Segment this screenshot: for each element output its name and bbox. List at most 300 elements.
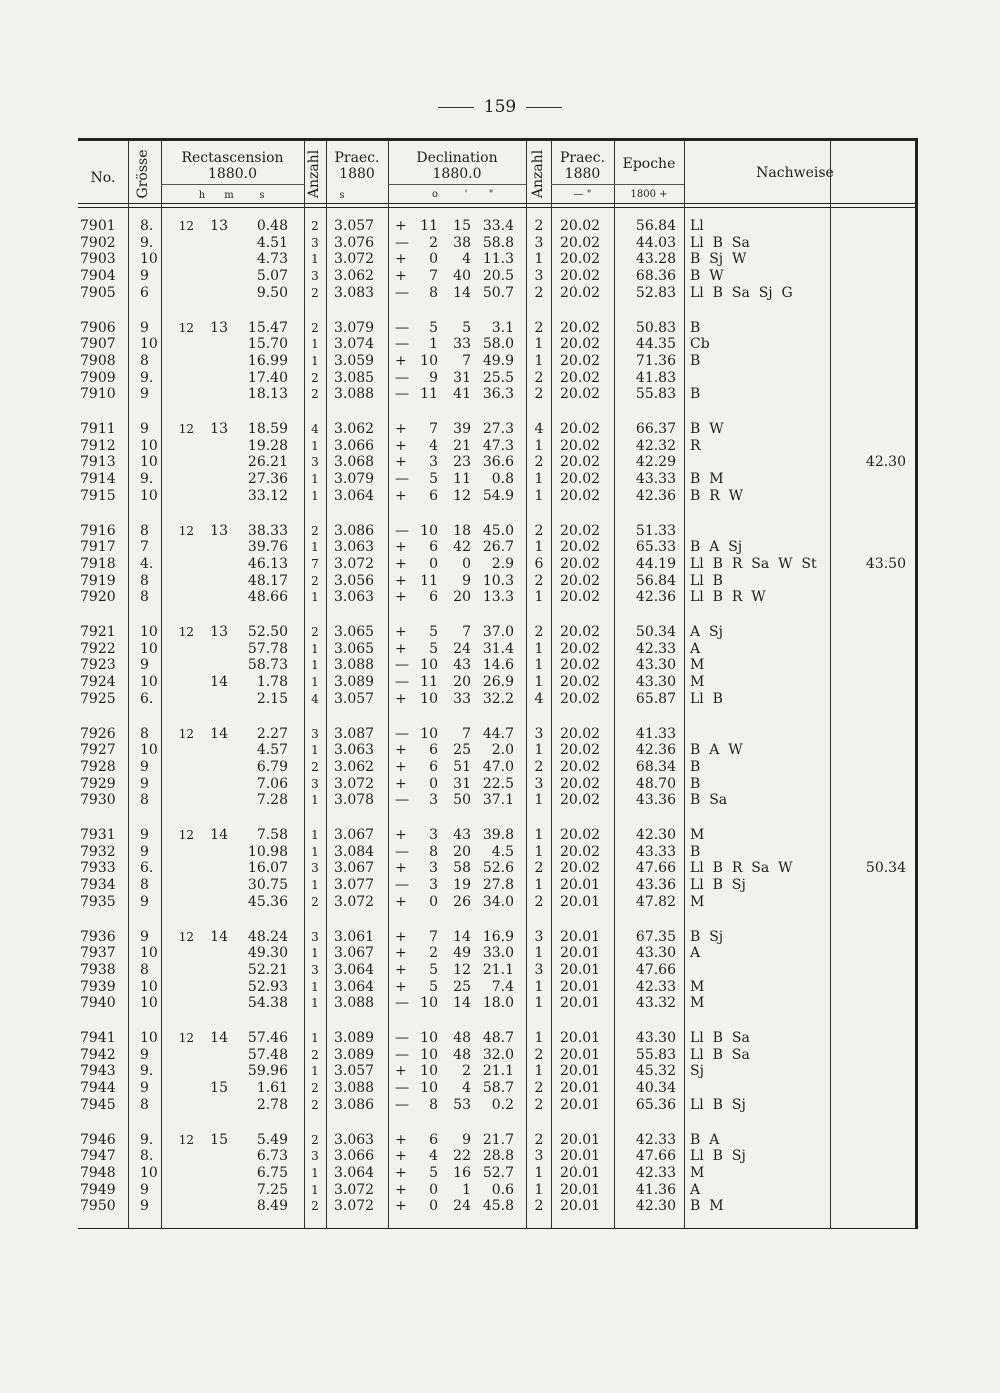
cell-groesse: 10: [140, 336, 158, 353]
cell-decl-min: 25: [453, 978, 471, 995]
table-row: [0, 792, 1000, 809]
table-row: [0, 1198, 1000, 1215]
cell-groesse: 10: [140, 487, 158, 504]
cell-no: 7903: [80, 251, 116, 268]
cell-decl-min: 33: [453, 336, 471, 353]
cell-decl-sign: +: [395, 928, 407, 945]
cell-no: 7929: [80, 775, 116, 792]
cell-epoche: 43.36: [635, 877, 676, 894]
cell-decl-min: 41: [453, 386, 471, 403]
cell-decl-sec: 22.5: [482, 775, 514, 792]
cell-praec-2: 20.02: [560, 827, 601, 843]
cell-decl-min: 5: [462, 319, 471, 336]
cell-decl-sign: +: [395, 690, 407, 707]
cell-groesse: 9: [140, 843, 149, 860]
cell-anzahl-2: 1: [534, 487, 544, 504]
cell-extra: 43.50: [865, 555, 906, 572]
cell-decl-min: 24: [453, 640, 471, 657]
cell-praec-2: 20.01: [560, 1080, 601, 1097]
cell-nachweise: B W: [690, 421, 724, 437]
cell-anzahl-1: 3: [311, 1149, 319, 1164]
cell-decl-sign: +: [395, 589, 407, 606]
cell-groesse: 8: [140, 572, 149, 589]
cell-groesse: 8: [140, 725, 149, 742]
table-row: [0, 1080, 1000, 1097]
cell-nachweise: Ll B: [690, 690, 723, 707]
cell-anzahl-2: 2: [534, 284, 544, 301]
cell-decl-min: 11: [453, 471, 471, 488]
cell-ra-s: 59.96: [247, 1063, 288, 1080]
cell-ra-s: 57.78: [247, 640, 288, 657]
cell-anzahl-2: 1: [534, 437, 544, 454]
cell-praec-2: 20.01: [560, 978, 601, 995]
cell-anzahl-1: 2: [311, 1097, 319, 1112]
cell-ra-h: 12: [178, 726, 194, 741]
cell-ra-s: 6.79: [256, 758, 288, 775]
cell-ra-s: 1.78: [256, 674, 288, 691]
cell-decl-deg: 5: [429, 624, 438, 640]
cell-decl-sec: 14.6: [482, 657, 514, 674]
cell-decl-deg: 2: [429, 945, 438, 962]
cell-no: 7923: [80, 657, 116, 674]
cell-praec-1: 3.078: [334, 792, 375, 809]
cell-praec-1: 3.088: [334, 386, 375, 403]
cell-decl-deg: 7: [429, 421, 438, 437]
cell-anzahl-2: 2: [534, 522, 544, 539]
cell-nachweise: Ll B R Sa W: [690, 860, 793, 877]
cell-anzahl-2: 1: [534, 640, 544, 657]
table-row: [0, 1047, 1000, 1064]
table-row: [0, 742, 1000, 759]
cell-decl-sign: +: [395, 572, 407, 589]
cell-anzahl-1: 2: [311, 1081, 319, 1096]
cell-decl-min: 23: [453, 454, 471, 471]
cell-decl-deg: 10: [420, 522, 438, 539]
cell-anzahl-1: 3: [311, 235, 319, 250]
epoche-subheader-line: [614, 184, 684, 185]
cell-nachweise: Ll B Sa Sj G: [690, 284, 793, 301]
cell-ra-s: 33.12: [247, 487, 288, 504]
cell-anzahl-1: 7: [311, 556, 319, 571]
cell-anzahl-1: 1: [311, 743, 319, 758]
cell-anzahl-2: 3: [534, 775, 544, 792]
header-anzahl-2: Anzahl: [530, 149, 546, 199]
cell-no: 7939: [80, 978, 116, 995]
cell-epoche: 44.35: [635, 336, 676, 353]
cell-no: 7919: [80, 572, 116, 589]
cell-nachweise: B R W: [690, 487, 744, 504]
cell-anzahl-2: 6: [534, 555, 544, 572]
table-row: [0, 320, 1000, 337]
cell-ra-s: 26.21: [247, 454, 288, 471]
cell-ra-s: 4.73: [256, 251, 288, 268]
cell-nachweise: B: [690, 352, 701, 369]
cell-decl-sign: +: [395, 1063, 407, 1080]
header-decl-min: ': [464, 189, 468, 200]
cell-no: 7902: [80, 234, 116, 251]
cell-decl-deg: 6: [429, 758, 438, 775]
cell-ra-s: 54.38: [247, 995, 288, 1012]
cell-anzahl-2: 3: [534, 928, 544, 945]
cell-praec-2: 20.01: [560, 1164, 601, 1181]
cell-decl-deg: 6: [429, 539, 438, 556]
cell-decl-deg: 5: [429, 961, 438, 978]
cell-epoche: 66.37: [635, 421, 676, 437]
cell-anzahl-2: 3: [534, 268, 544, 285]
cell-groesse: 9.: [140, 1063, 154, 1080]
cell-decl-sign: +: [395, 352, 407, 369]
cell-decl-sec: 36.3: [482, 386, 514, 403]
cell-decl-deg: 5: [429, 319, 438, 336]
cell-groesse: 9: [140, 386, 149, 403]
cell-epoche: 42.30: [635, 827, 676, 843]
cell-anzahl-1: 1: [311, 1165, 319, 1180]
cell-praec-2: 20.01: [560, 961, 601, 978]
cell-ra-m: 14: [210, 928, 228, 945]
cell-nachweise: A: [690, 1181, 701, 1198]
cell-nachweise: B M: [690, 471, 724, 488]
cell-anzahl-1: 1: [311, 844, 319, 859]
cell-decl-min: 12: [453, 961, 471, 978]
cell-praec-2: 20.02: [560, 690, 601, 707]
cell-anzahl-1: 1: [311, 472, 319, 487]
cell-nachweise: Sj: [690, 1063, 704, 1080]
cell-anzahl-1: 3: [311, 455, 319, 470]
cell-praec-1: 3.072: [334, 251, 375, 268]
cell-decl-deg: 7: [429, 928, 438, 945]
cell-anzahl-2: 1: [534, 1030, 544, 1046]
cell-ra-s: 2.15: [256, 690, 288, 707]
table-row: [0, 827, 1000, 844]
table-row: [0, 979, 1000, 996]
header-groesse: Grösse: [135, 149, 151, 199]
cell-decl-sign: —: [395, 1096, 409, 1113]
cell-nachweise: Ll B Sa: [690, 1046, 750, 1063]
cell-praec-2: 20.02: [560, 792, 601, 809]
cell-decl-sec: 34.0: [482, 893, 514, 910]
cell-praec-2: 20.02: [560, 218, 601, 234]
cell-no: 7920: [80, 589, 116, 606]
table-row: [0, 1097, 1000, 1114]
cell-groesse: 9: [140, 319, 149, 336]
cell-ra-m: 14: [210, 827, 228, 843]
cell-no: 7907: [80, 336, 116, 353]
header-praec-2-year: 1880: [564, 166, 601, 182]
cell-decl-deg: 6: [429, 742, 438, 759]
cell-praec-1: 3.056: [334, 572, 375, 589]
cell-groesse: 6.: [140, 690, 154, 707]
cell-praec-2: 20.02: [560, 640, 601, 657]
cell-decl-deg: 10: [420, 1046, 438, 1063]
cell-groesse: 8: [140, 352, 149, 369]
cell-ra-h: 12: [178, 320, 194, 335]
cell-groesse: 8: [140, 961, 149, 978]
cell-no: 7901: [80, 218, 116, 234]
cell-nachweise: Ll B Sa: [690, 234, 750, 251]
cell-decl-deg: 10: [420, 657, 438, 674]
table-row: [0, 268, 1000, 285]
cell-decl-sec: 37.1: [482, 792, 514, 809]
cell-ra-m: 13: [210, 218, 228, 234]
cell-anzahl-2: 2: [534, 369, 544, 386]
cell-praec-2: 20.02: [560, 725, 601, 742]
cell-decl-sec: 13.3: [482, 589, 514, 606]
decl-subheader-line: [388, 184, 526, 185]
cell-decl-sec: 21.1: [482, 961, 514, 978]
cell-anzahl-1: 1: [311, 793, 319, 808]
cell-praec-1: 3.068: [334, 454, 375, 471]
cell-nachweise: B A: [690, 1131, 720, 1148]
cell-epoche: 47.66: [635, 1148, 676, 1165]
page-number-dash-left: [438, 107, 474, 108]
cell-praec-1: 3.084: [334, 843, 375, 860]
cell-ra-s: 19.28: [247, 437, 288, 454]
cell-ra-s: 52.93: [247, 978, 288, 995]
cell-decl-deg: 3: [429, 792, 438, 809]
cell-groesse: 10: [140, 437, 158, 454]
cell-no: 7949: [80, 1181, 116, 1198]
cell-no: 7947: [80, 1148, 116, 1165]
cell-groesse: 7: [140, 539, 149, 556]
cell-praec-1: 3.083: [334, 284, 375, 301]
cell-ra-m: 13: [210, 522, 228, 539]
cell-decl-sign: —: [395, 657, 409, 674]
cell-epoche: 41.33: [635, 725, 676, 742]
table-row: [0, 945, 1000, 962]
cell-nachweise: Ll B R Sa W St: [690, 555, 817, 572]
cell-nachweise: M: [690, 978, 705, 995]
cell-ra-s: 2.27: [256, 725, 288, 742]
cell-decl-deg: 0: [429, 775, 438, 792]
cell-anzahl-1: 3: [311, 861, 319, 876]
cell-ra-h: 12: [178, 523, 194, 538]
cell-ra-s: 27.36: [247, 471, 288, 488]
cell-anzahl-1: 1: [311, 675, 319, 690]
cell-praec-1: 3.072: [334, 1181, 375, 1198]
table-row: [0, 421, 1000, 438]
cell-ra-s: 0.48: [256, 218, 288, 234]
cell-no: 7912: [80, 437, 116, 454]
cell-anzahl-2: 1: [534, 1181, 544, 1198]
table-row: [0, 962, 1000, 979]
cell-groesse: 10: [140, 624, 158, 640]
cell-anzahl-2: 1: [534, 792, 544, 809]
cell-praec-2: 20.02: [560, 555, 601, 572]
cell-no: 7931: [80, 827, 116, 843]
cell-decl-sec: 32.0: [482, 1046, 514, 1063]
cell-epoche: 40.34: [635, 1080, 676, 1097]
cell-nachweise: M: [690, 995, 705, 1012]
cell-decl-deg: 0: [429, 251, 438, 268]
cell-ra-s: 16.07: [247, 860, 288, 877]
cell-praec-2: 20.02: [560, 284, 601, 301]
cell-nachweise: Ll: [690, 218, 704, 234]
cell-praec-1: 3.057: [334, 1063, 375, 1080]
cell-praec-1: 3.063: [334, 589, 375, 606]
cell-anzahl-1: 4: [311, 422, 319, 436]
cell-ra-m: 15: [210, 1080, 228, 1097]
header-rule-1: [78, 203, 918, 204]
cell-epoche: 45.32: [635, 1063, 676, 1080]
table-row: [0, 251, 1000, 268]
cell-praec-2: 20.01: [560, 928, 601, 945]
cell-ra-h: 12: [178, 929, 194, 944]
cell-decl-deg: 11: [420, 572, 438, 589]
cell-nachweise: Ll B Sj: [690, 1096, 746, 1113]
cell-anzahl-2: 2: [534, 1198, 544, 1215]
cell-decl-sec: 10.3: [482, 572, 514, 589]
cell-epoche: 41.83: [635, 369, 676, 386]
cell-praec-2: 20.02: [560, 268, 601, 285]
header-praec-1-year: 1880: [339, 166, 375, 182]
cell-nachweise: M: [690, 827, 705, 843]
cell-decl-sign: —: [395, 336, 409, 353]
cell-extra: 42.30: [865, 454, 906, 471]
table-row: [0, 1165, 1000, 1182]
cell-praec-1: 3.067: [334, 827, 375, 843]
cell-no: 7933: [80, 860, 116, 877]
cell-anzahl-2: 2: [534, 218, 544, 234]
cell-nachweise: M: [690, 674, 705, 691]
cell-anzahl-1: 1: [311, 252, 319, 267]
cell-nachweise: Cb: [690, 336, 710, 353]
header-praec-1-unit: s: [339, 190, 345, 201]
table-row: [0, 759, 1000, 776]
cell-ra-s: 49.30: [247, 945, 288, 962]
cell-anzahl-1: 2: [311, 387, 319, 402]
cell-ra-s: 15.47: [247, 319, 288, 336]
cell-no: 7905: [80, 284, 116, 301]
cell-praec-2: 20.02: [560, 775, 601, 792]
cell-ra-m: 13: [210, 624, 228, 640]
cell-ra-s: 4.51: [256, 234, 288, 251]
cell-decl-sec: 2.9: [491, 555, 514, 572]
cell-decl-sign: —: [395, 386, 409, 403]
cell-decl-sign: +: [395, 1164, 407, 1181]
cell-decl-sign: +: [395, 961, 407, 978]
cell-praec-1: 3.079: [334, 471, 375, 488]
page-number-dash-right: [526, 107, 562, 108]
header-rect-epoch: 1880.0: [208, 166, 257, 182]
cell-decl-min: 40: [453, 268, 471, 285]
cell-decl-min: 1: [462, 1181, 471, 1198]
cell-anzahl-2: 3: [534, 1148, 544, 1165]
cell-groesse: 8: [140, 522, 149, 539]
table-top-rule: [78, 138, 918, 141]
cell-ra-s: 5.49: [256, 1131, 288, 1148]
table-row: [0, 218, 1000, 235]
cell-decl-sec: 27.3: [482, 421, 514, 437]
cell-praec-2: 20.01: [560, 1030, 601, 1046]
cell-praec-1: 3.064: [334, 961, 375, 978]
cell-decl-min: 33: [453, 690, 471, 707]
cell-decl-deg: 0: [429, 555, 438, 572]
table-row: [0, 539, 1000, 556]
cell-anzahl-1: 1: [311, 590, 319, 605]
cell-no: 7942: [80, 1046, 116, 1063]
cell-anzahl-2: 1: [534, 742, 544, 759]
cell-anzahl-1: 2: [311, 320, 319, 335]
cell-decl-min: 9: [462, 1131, 471, 1148]
cell-praec-1: 3.088: [334, 657, 375, 674]
cell-decl-deg: 0: [429, 1181, 438, 1198]
cell-praec-1: 3.072: [334, 775, 375, 792]
cell-nachweise: Ll B Sj: [690, 1148, 746, 1165]
cell-decl-sec: 27.8: [482, 877, 514, 894]
cell-decl-deg: 10: [420, 995, 438, 1012]
cell-groesse: 10: [140, 674, 158, 691]
cell-decl-min: 20: [453, 589, 471, 606]
cell-praec-2: 20.02: [560, 234, 601, 251]
cell-ra-s: 18.59: [247, 421, 288, 437]
cell-decl-sign: +: [395, 555, 407, 572]
cell-decl-min: 21: [453, 437, 471, 454]
cell-no: 7927: [80, 742, 116, 759]
cell-groesse: 10: [140, 640, 158, 657]
cell-epoche: 51.33: [635, 522, 676, 539]
cell-decl-sign: +: [395, 218, 407, 234]
cell-ra-s: 8.49: [256, 1198, 288, 1215]
cell-anzahl-1: 1: [311, 1031, 319, 1045]
cell-praec-1: 3.085: [334, 369, 375, 386]
cell-praec-2: 20.02: [560, 369, 601, 386]
cell-praec-2: 20.02: [560, 742, 601, 759]
cell-ra-s: 6.73: [256, 1148, 288, 1165]
table-row: [0, 370, 1000, 387]
cell-decl-min: 43: [453, 657, 471, 674]
cell-anzahl-1: 2: [311, 759, 319, 774]
cell-groesse: 9: [140, 893, 149, 910]
cell-decl-sign: —: [395, 1030, 409, 1046]
cell-praec-2: 20.02: [560, 386, 601, 403]
cell-decl-sec: 52.7: [482, 1164, 514, 1181]
cell-no: 7909: [80, 369, 116, 386]
table-row: [0, 860, 1000, 877]
header-rule-2: [78, 207, 918, 208]
cell-decl-sign: —: [395, 1046, 409, 1063]
cell-groesse: 9.: [140, 1131, 154, 1148]
cell-anzahl-2: 1: [534, 251, 544, 268]
cell-decl-sign: +: [395, 893, 407, 910]
cell-epoche: 42.29: [635, 454, 676, 471]
cell-anzahl-2: 2: [534, 1131, 544, 1148]
cell-nachweise: B: [690, 843, 701, 860]
cell-ra-s: 52.50: [247, 624, 288, 640]
cell-decl-deg: 5: [429, 1164, 438, 1181]
cell-decl-sign: +: [395, 421, 407, 437]
cell-decl-deg: 2: [429, 234, 438, 251]
cell-praec-2: 20.01: [560, 893, 601, 910]
table-row: [0, 1148, 1000, 1165]
cell-anzahl-1: 2: [311, 370, 319, 385]
cell-anzahl-2: 4: [534, 690, 544, 707]
cell-decl-min: 38: [453, 234, 471, 251]
cell-ra-s: 9.50: [256, 284, 288, 301]
header-no: No.: [90, 170, 116, 186]
cell-decl-sec: 49.9: [482, 352, 514, 369]
cell-ra-s: 30.75: [247, 877, 288, 894]
cell-ra-s: 57.48: [247, 1046, 288, 1063]
cell-decl-min: 20: [453, 674, 471, 691]
cell-nachweise: B A W: [690, 742, 743, 759]
cell-epoche: 43.30: [635, 674, 676, 691]
cell-praec-2: 20.02: [560, 624, 601, 640]
cell-ra-s: 7.58: [256, 827, 288, 843]
cell-no: 7908: [80, 352, 116, 369]
header-rect-h: h: [198, 190, 206, 201]
cell-anzahl-2: 2: [534, 624, 544, 640]
cell-anzahl-1: 1: [311, 878, 319, 893]
